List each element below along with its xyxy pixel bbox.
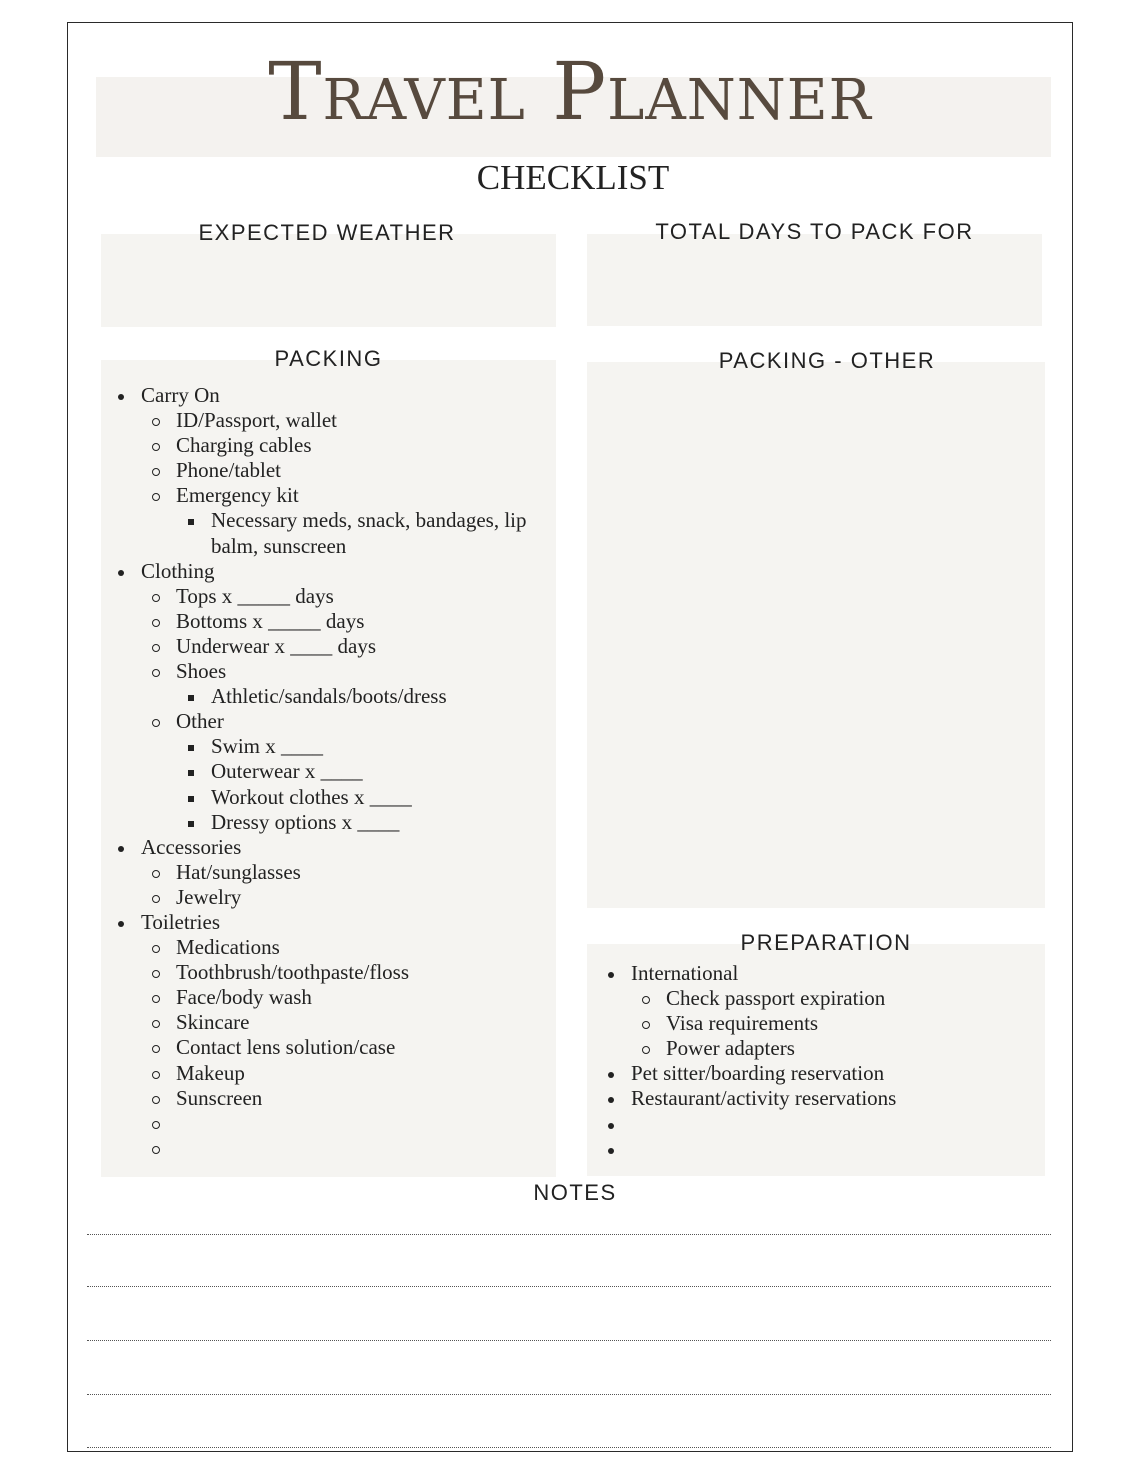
packing-heading: PACKING bbox=[274, 346, 383, 371]
checklist-item[interactable] bbox=[101, 960, 541, 985]
checklist-item-text: Skincare bbox=[176, 1010, 250, 1035]
total-days-heading: TOTAL DAYS TO PACK FOR bbox=[655, 219, 974, 244]
checklist-item-text: Carry On bbox=[141, 383, 220, 407]
checklist-item-text: Medications bbox=[176, 935, 280, 960]
hollow-bullet-icon bbox=[152, 719, 160, 727]
square-bullet-icon bbox=[188, 796, 194, 802]
checklist-item[interactable] bbox=[101, 810, 541, 835]
checklist-item-text: Shoes bbox=[176, 659, 227, 684]
checklist-item-text: Necessary meds, snack, bandages, lip balm, sunscreen bbox=[211, 508, 527, 558]
checklist-item-text bbox=[631, 1137, 636, 1161]
checklist-item-text: Workout clothes x ____ bbox=[211, 784, 412, 809]
hollow-bullet-icon bbox=[152, 970, 160, 978]
checklist-item-text: Power adapters bbox=[666, 1036, 795, 1061]
checklist-item-text: Bottoms x _____ days bbox=[176, 608, 365, 633]
hollow-bullet-icon bbox=[152, 1020, 160, 1028]
checklist-item-text: Toothbrush/toothpaste/floss bbox=[176, 960, 410, 985]
checklist-item-text: Clothing bbox=[141, 558, 215, 583]
hollow-bullet-icon bbox=[152, 594, 160, 602]
checklist-item-text: Pet sitter/boarding reservation bbox=[631, 1061, 885, 1086]
packing-list bbox=[101, 383, 541, 1161]
hollow-bullet-icon bbox=[152, 1096, 160, 1104]
hollow-bullet-icon bbox=[152, 1071, 160, 1079]
checklist-item-text: Athletic/sandals/boots/dress bbox=[211, 684, 447, 709]
hollow-bullet-icon bbox=[152, 468, 160, 476]
checklist-item[interactable] bbox=[101, 1061, 541, 1086]
checklist-item-text: Charging cables bbox=[176, 433, 312, 458]
checklist-item[interactable] bbox=[591, 1036, 1041, 1061]
checklist-item[interactable] bbox=[101, 985, 541, 1010]
checklist-item[interactable] bbox=[101, 1035, 541, 1060]
filled-bullet-icon bbox=[118, 394, 124, 400]
square-bullet-icon bbox=[188, 821, 194, 827]
notes-line[interactable] bbox=[87, 1340, 1051, 1341]
hollow-bullet-icon bbox=[152, 1045, 160, 1053]
checklist-item[interactable] bbox=[101, 910, 541, 935]
checklist-item-text: Tops x _____ days bbox=[176, 583, 334, 608]
checklist-item-text: Jewelry bbox=[176, 884, 242, 909]
notes-line[interactable] bbox=[87, 1234, 1051, 1235]
checklist-item-text: Underwear x ____ days bbox=[176, 633, 377, 658]
total-days-box[interactable] bbox=[587, 234, 1042, 326]
packing-other-heading: PACKING - OTHER bbox=[718, 348, 936, 373]
checklist-item-text: Phone/tablet bbox=[176, 458, 281, 483]
hollow-bullet-icon bbox=[152, 644, 160, 652]
checklist-item[interactable] bbox=[101, 785, 541, 810]
checklist-item-text: Contact lens solution/case bbox=[176, 1035, 396, 1060]
preparation-list bbox=[591, 961, 1041, 1162]
notes-line[interactable] bbox=[87, 1394, 1051, 1395]
notes-line[interactable] bbox=[87, 1447, 1051, 1448]
checklist-item-text bbox=[176, 1111, 181, 1135]
hollow-bullet-icon bbox=[152, 945, 160, 953]
checklist-item[interactable] bbox=[101, 734, 541, 759]
checklist-item-text: Restaurant/activity reservations bbox=[631, 1086, 897, 1111]
checklist-item[interactable] bbox=[101, 584, 541, 609]
page-title: Travel Planner bbox=[268, 45, 872, 138]
checklist-item-text: Accessories bbox=[141, 834, 242, 859]
checklist-item[interactable] bbox=[591, 961, 1041, 986]
checklist-item-text: Emergency kit bbox=[176, 483, 299, 508]
square-bullet-icon bbox=[188, 695, 194, 701]
checklist-item[interactable] bbox=[101, 1111, 541, 1136]
checklist-item[interactable] bbox=[101, 433, 541, 458]
notes-line[interactable] bbox=[87, 1286, 1051, 1287]
checklist-item[interactable] bbox=[591, 1011, 1041, 1036]
hollow-bullet-icon bbox=[152, 669, 160, 677]
hollow-bullet-icon bbox=[152, 1146, 160, 1154]
checklist-item-text: Face/body wash bbox=[176, 985, 312, 1010]
checklist-item[interactable] bbox=[101, 659, 541, 684]
checklist-item[interactable] bbox=[101, 860, 541, 885]
checklist-item[interactable] bbox=[101, 1136, 541, 1161]
checklist-item-text: Hat/sunglasses bbox=[176, 859, 301, 884]
checklist-item-text: ID/Passport, wallet bbox=[176, 408, 337, 433]
checklist-item-text: Makeup bbox=[176, 1060, 245, 1085]
preparation-heading: PREPARATION bbox=[740, 930, 912, 955]
checklist-item-text: Dressy options x ____ bbox=[211, 809, 400, 834]
filled-bullet-icon bbox=[118, 846, 124, 852]
filled-bullet-icon bbox=[608, 1148, 614, 1154]
checklist-item[interactable] bbox=[101, 709, 541, 734]
hollow-bullet-icon bbox=[152, 493, 160, 501]
filled-bullet-icon bbox=[118, 570, 124, 576]
expected-weather-box[interactable] bbox=[101, 234, 556, 327]
packing-other-box[interactable] bbox=[587, 362, 1045, 908]
hollow-bullet-icon bbox=[152, 418, 160, 426]
checklist-item[interactable] bbox=[591, 1137, 1041, 1162]
hollow-bullet-icon bbox=[152, 619, 160, 627]
filled-bullet-icon bbox=[608, 1072, 614, 1078]
checklist-item[interactable] bbox=[101, 458, 541, 483]
checklist-item[interactable] bbox=[591, 1061, 1041, 1086]
checklist-item[interactable] bbox=[101, 508, 541, 558]
hollow-bullet-icon bbox=[152, 895, 160, 903]
checklist-item[interactable] bbox=[101, 759, 541, 784]
checklist-item[interactable] bbox=[101, 634, 541, 659]
expected-weather-heading: EXPECTED WEATHER bbox=[198, 220, 456, 245]
square-bullet-icon bbox=[188, 519, 194, 525]
hollow-bullet-icon bbox=[152, 1121, 160, 1129]
hollow-bullet-icon bbox=[152, 995, 160, 1003]
checklist-item-text: Outerwear x ____ bbox=[211, 759, 363, 784]
page-subtitle: CHECKLIST bbox=[476, 158, 670, 197]
checklist-item[interactable] bbox=[101, 1010, 541, 1035]
hollow-bullet-icon bbox=[152, 870, 160, 878]
square-bullet-icon bbox=[188, 770, 194, 776]
hollow-bullet-icon bbox=[642, 1046, 650, 1054]
checklist-item-text: Other bbox=[176, 709, 224, 734]
hollow-bullet-icon bbox=[642, 996, 650, 1004]
checklist-item[interactable] bbox=[101, 1086, 541, 1111]
checklist-item-text: Toiletries bbox=[141, 909, 221, 934]
checklist-item-text bbox=[631, 1112, 636, 1136]
checklist-item[interactable] bbox=[101, 408, 541, 433]
checklist-item[interactable] bbox=[101, 609, 541, 634]
checklist-item[interactable] bbox=[101, 483, 541, 508]
checklist-item-text: Check passport expiration bbox=[666, 986, 886, 1011]
checklist-item[interactable] bbox=[101, 559, 541, 584]
filled-bullet-icon bbox=[608, 1123, 614, 1129]
checklist-item[interactable] bbox=[101, 935, 541, 960]
filled-bullet-icon bbox=[608, 972, 614, 978]
checklist-item[interactable] bbox=[101, 885, 541, 910]
checklist-item[interactable] bbox=[101, 684, 541, 709]
checklist-item-text: Swim x ____ bbox=[211, 734, 324, 759]
checklist-item-text: Sunscreen bbox=[176, 1085, 263, 1110]
checklist-item-text: Visa requirements bbox=[666, 1011, 819, 1036]
filled-bullet-icon bbox=[118, 921, 124, 927]
filled-bullet-icon bbox=[608, 1097, 614, 1103]
checklist-item-text: International bbox=[631, 961, 739, 985]
checklist-item[interactable] bbox=[591, 986, 1041, 1011]
hollow-bullet-icon bbox=[152, 443, 160, 451]
checklist-item[interactable] bbox=[101, 383, 541, 408]
checklist-item[interactable] bbox=[101, 835, 541, 860]
notes-heading: NOTES bbox=[533, 1180, 617, 1205]
hollow-bullet-icon bbox=[642, 1021, 650, 1029]
checklist-item-text bbox=[176, 1136, 181, 1160]
square-bullet-icon bbox=[188, 745, 194, 751]
checklist-item[interactable] bbox=[591, 1112, 1041, 1137]
checklist-item[interactable] bbox=[591, 1086, 1041, 1111]
